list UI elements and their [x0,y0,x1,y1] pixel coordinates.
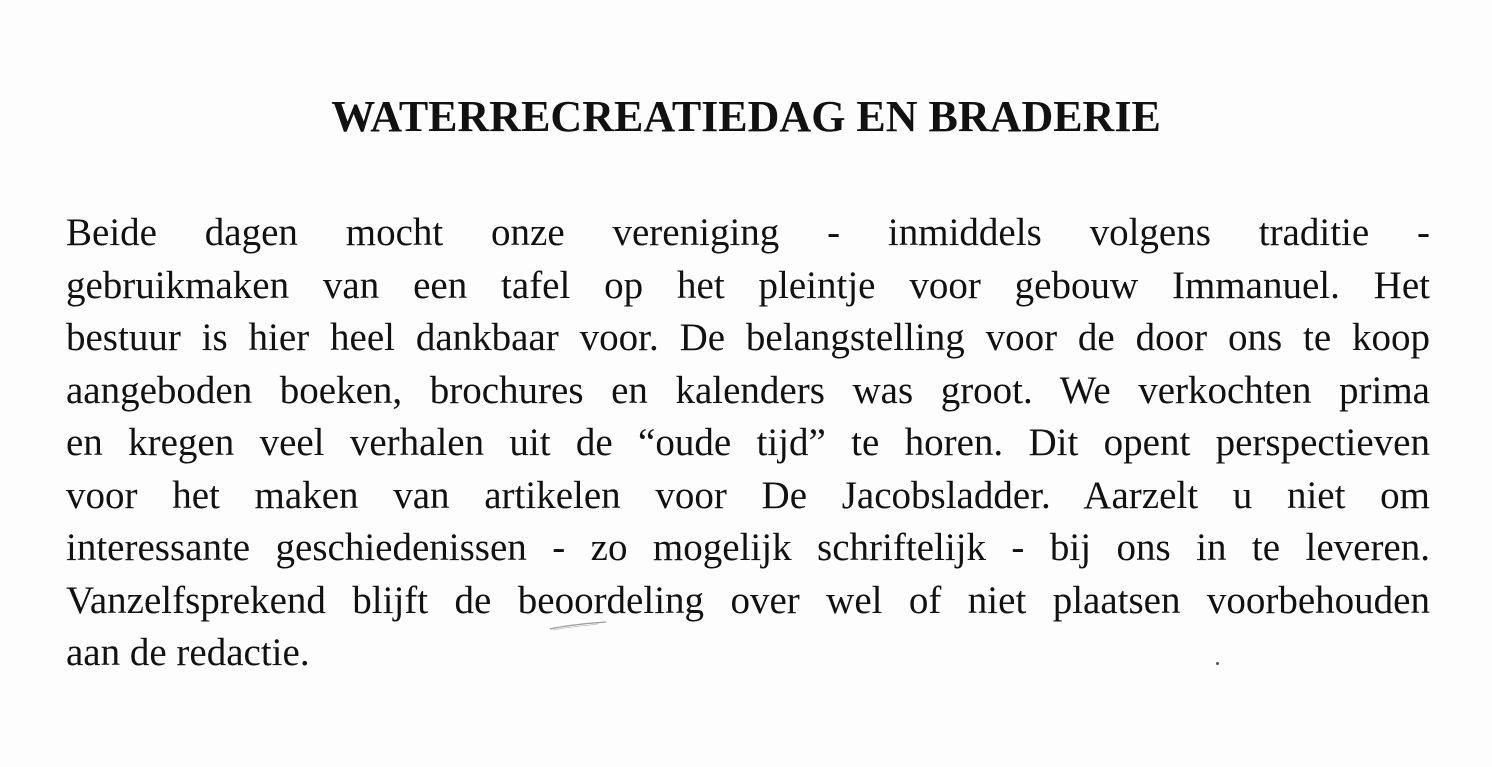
body-line: interessante geschiedenissen - zo mogelijk schriftelijk - bij ons in te leveren. [66,526,1430,569]
body-line: voor het maken van artikelen voor De Jacobsladder. Aarzelt u niet om [66,473,1430,517]
body-line: bestuur is hier heel dankbaar voor. De belangstelling voor de door ons te koop [66,316,1430,359]
body-line: en kregen veel verhalen uit de “oude tijd” te horen. Dit opent perspectieven [66,421,1430,464]
body-line: aangeboden boeken, brochures en kalenders was groot. We verkochten prima [66,368,1430,412]
body-line: Vanzelfsprekend blijft de beoordeling over wel of niet plaatsen voorbehouden [66,578,1430,622]
body-line: gebruikmaken van een tafel op het pleintje voor gebouw Immanuel. Het [66,263,1430,307]
body-line: Beide dagen mocht onze vereniging - inmiddels volgens traditie - [66,211,1430,254]
scan-speck [1216,662,1219,665]
article-body [66,207,1430,680]
article-title: WATERRECREATIEDAG EN BRADERIE [331,92,1161,141]
scan-smudge [548,621,608,631]
body-line: aan de redactie. [66,631,310,674]
